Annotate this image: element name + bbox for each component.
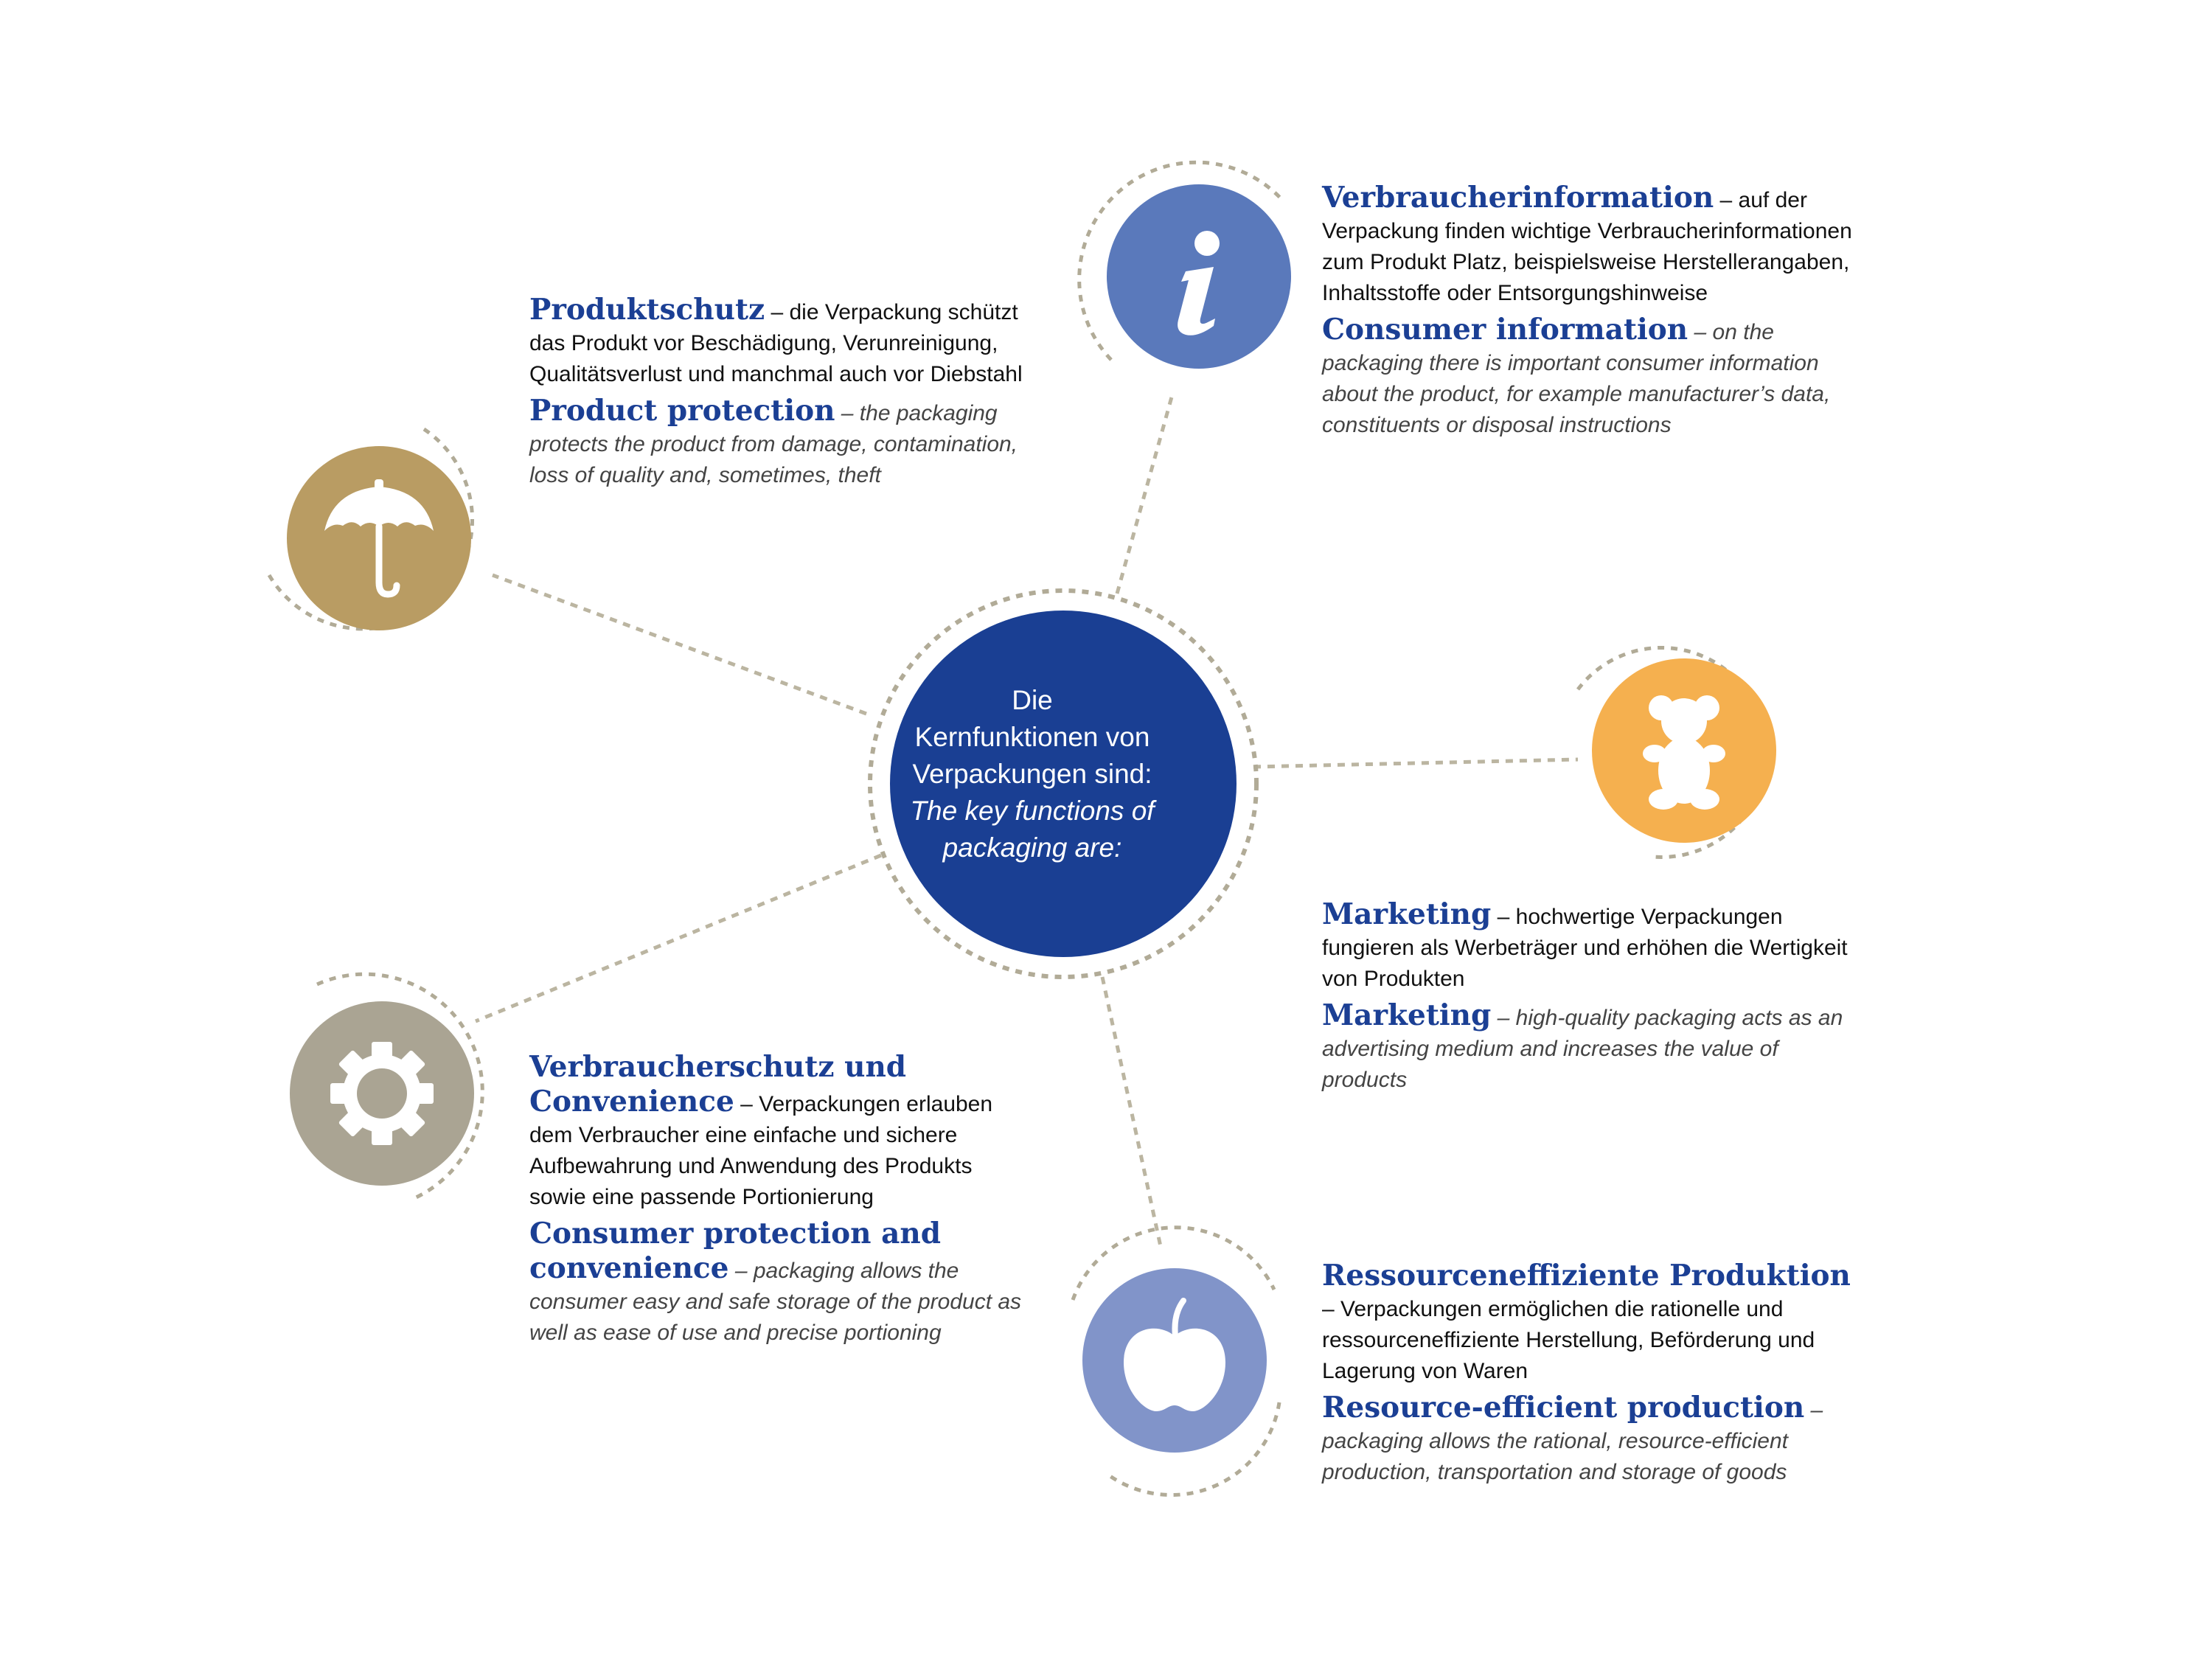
hub-line-3: Verpackungen sind: xyxy=(912,759,1152,789)
protection-text-de: – die Verpackung schützt das Produkt vor Beschädigung, Verunreinigung, Qualitätsverlust und manchmal auch vor Diebstahl xyxy=(529,300,1023,386)
protection-text-block xyxy=(529,293,1053,491)
connector-resource xyxy=(1102,977,1161,1250)
information-text-en: – on the packaging there is important consumer information about the product, for example manufacturer’s data, constituents or disposal instructions xyxy=(1322,320,1831,437)
convenience-text-de: – Verpackungen erlauben dem Verbraucher eine einfache und sichere Aufbewahrung und Anwendung des Produkts sowie eine passende Portionierung xyxy=(529,1092,993,1209)
resource-title-en: Resource-efficient production xyxy=(1322,1391,1805,1425)
convenience-text-en: – packaging allows the consumer easy and safe storage of the product as well as ease of use and precise portioning xyxy=(529,1259,1022,1345)
connector-marketing xyxy=(1253,759,1578,767)
resource-text-block xyxy=(1322,1259,1853,1488)
protection-text-en: – the packaging protects the product from damage, contamination, loss of quality and, sometimes, theft xyxy=(529,401,1018,487)
hub-label xyxy=(892,678,1172,870)
marketing-title-de: Marketing xyxy=(1322,897,1492,931)
convenience-title-de: Verbraucherschutz und Convenience xyxy=(529,1050,907,1119)
hub-line-1: Die xyxy=(1012,685,1053,715)
information-text-de: – auf der Verpackung finden wichtige Verbraucherinformationen zum Produkt Platz, beispielsweise Herstellerangaben, Inhaltsstoffe oder Entsorgungshinweise xyxy=(1322,188,1852,305)
connector-protection xyxy=(493,575,866,714)
hub-line-5: packaging are: xyxy=(942,832,1122,863)
connector-information xyxy=(1117,394,1172,594)
information-title-en: Consumer information xyxy=(1322,313,1688,347)
marketing-text-block xyxy=(1322,898,1853,1096)
resource-title-de: Ressourceneffiziente Produktion xyxy=(1322,1259,1851,1293)
information-title-de: Verbraucherinformation xyxy=(1322,181,1714,215)
information-text-block xyxy=(1322,181,1853,441)
protection-title-en: Product protection xyxy=(529,394,835,428)
teddy-bear-icon xyxy=(1643,695,1725,810)
gear-icon xyxy=(330,1042,434,1145)
resource-text-de: – Verpackungen ermöglichen die rationelle und ressourceneffiziente Herstellung, Beförderung und Lagerung von Waren xyxy=(1322,1297,1815,1383)
hub-line-4: The key functions of xyxy=(910,796,1155,826)
connector-convenience xyxy=(476,855,881,1021)
gear-hub xyxy=(357,1068,407,1119)
convenience-text-block xyxy=(529,1051,1031,1349)
marketing-text-en: – high-quality packaging acts as an advertising medium and increases the value of products xyxy=(1322,1006,1843,1092)
convenience-title-en: Consumer protection and convenience xyxy=(529,1217,941,1285)
marketing-title-en: Marketing xyxy=(1322,998,1492,1032)
marketing-text-de: – hochwertige Verpackungen fungieren als Werbeträger und erhöhen die Wertigkeit von Produkten xyxy=(1322,905,1848,991)
protection-title-de: Produktschutz xyxy=(529,293,765,327)
resource-text-en: – packaging allows the rational, resource-efficient production, transportation and storage of goods xyxy=(1322,1398,1823,1484)
hub-line-2: Kernfunktionen von xyxy=(914,722,1150,752)
